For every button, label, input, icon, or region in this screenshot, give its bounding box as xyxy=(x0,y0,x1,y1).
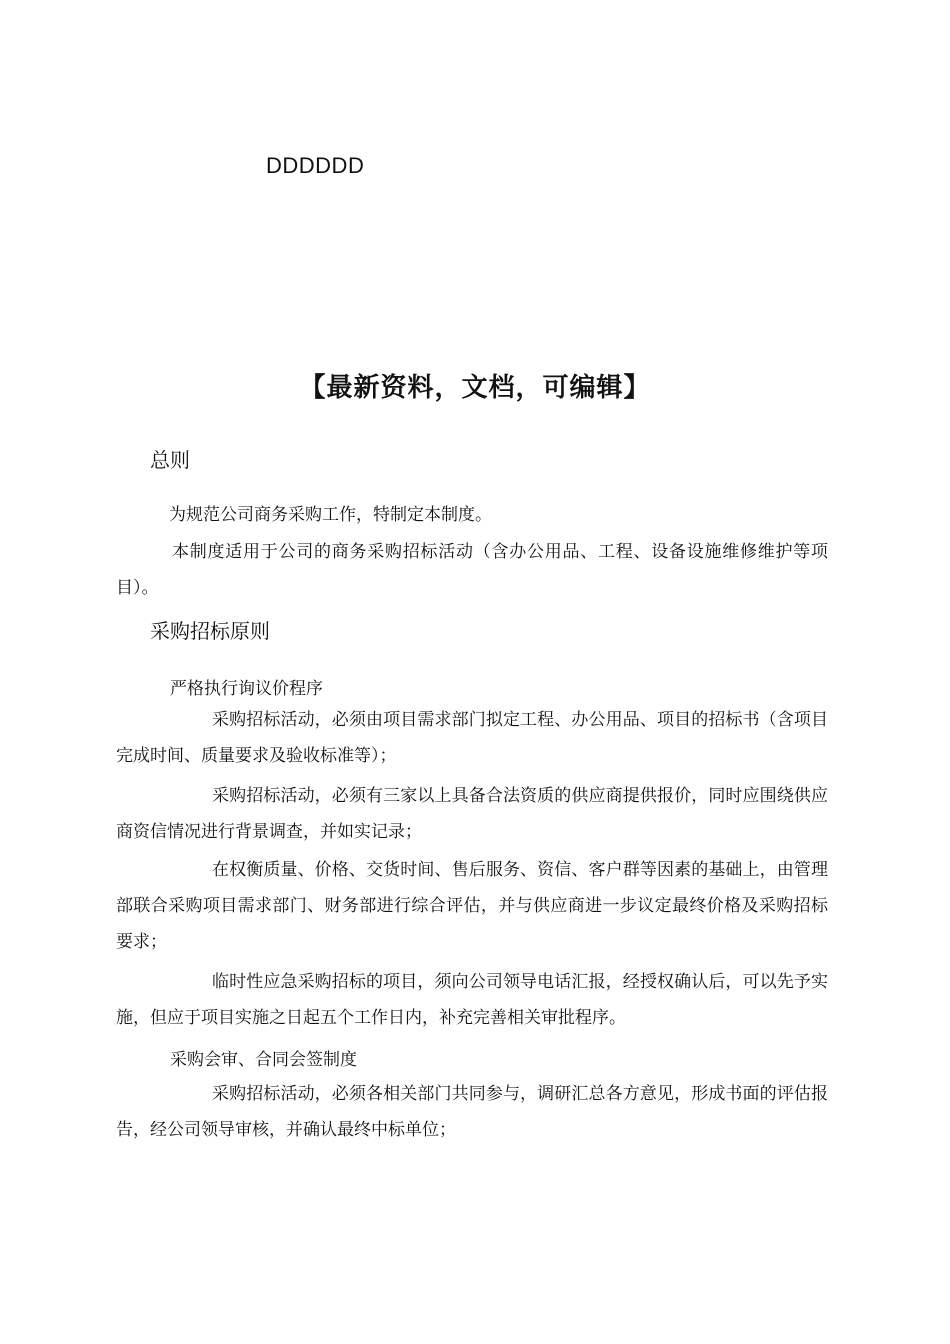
inquiry-paragraph-3: 在权衡质量、价格、交货时间、售后服务、资信、客户群等因素的基础上，由管理部联合采购项目需求部门、财务部进行综合评估，并与供应商进一步议定最终价格及采购招标要求； xyxy=(116,860,828,952)
section-title-general: 总则 xyxy=(150,448,190,472)
document-banner-title: 【最新资料，文档，可编辑】 xyxy=(299,373,651,403)
inquiry-paragraph-4: 临时性应急采购招标的项目，须向公司领导电话汇报，经授权确认后，可以先予实施，但应于项目实施之日起五个工作日内，补充完善相关审批程序。 xyxy=(116,972,828,1028)
subsection-title-review: 采购会审、合同会签制度 xyxy=(170,1050,357,1070)
subsection-title-inquiry: 严格执行询议价程序 xyxy=(170,679,323,699)
general-paragraph-2: 本制度适用于公司的商务采购招标活动（含办公用品、工程、设备设施维修维护等项目）。 xyxy=(116,542,828,598)
inquiry-paragraph-1: 采购招标活动，必须由项目需求部门拟定工程、办公用品、项目的招标书（含项目完成时间、质量要求及验收标准等）； xyxy=(116,710,828,766)
placeholder-text: DDDDDD xyxy=(266,153,365,178)
inquiry-paragraph-2: 采购招标活动，必须有三家以上具备合法资质的供应商提供报价，同时应围绕供应商资信情况进行背景调查，并如实记录； xyxy=(116,786,828,842)
general-paragraph-1: 为规范公司商务采购工作，特制定本制度。 xyxy=(169,505,492,525)
section-title-principles: 采购招标原则 xyxy=(150,619,270,643)
review-paragraph-1: 采购招标活动，必须各相关部门共同参与，调研汇总各方意见，形成书面的评估报告，经公司领导审核，并确认最终中标单位； xyxy=(116,1084,828,1140)
